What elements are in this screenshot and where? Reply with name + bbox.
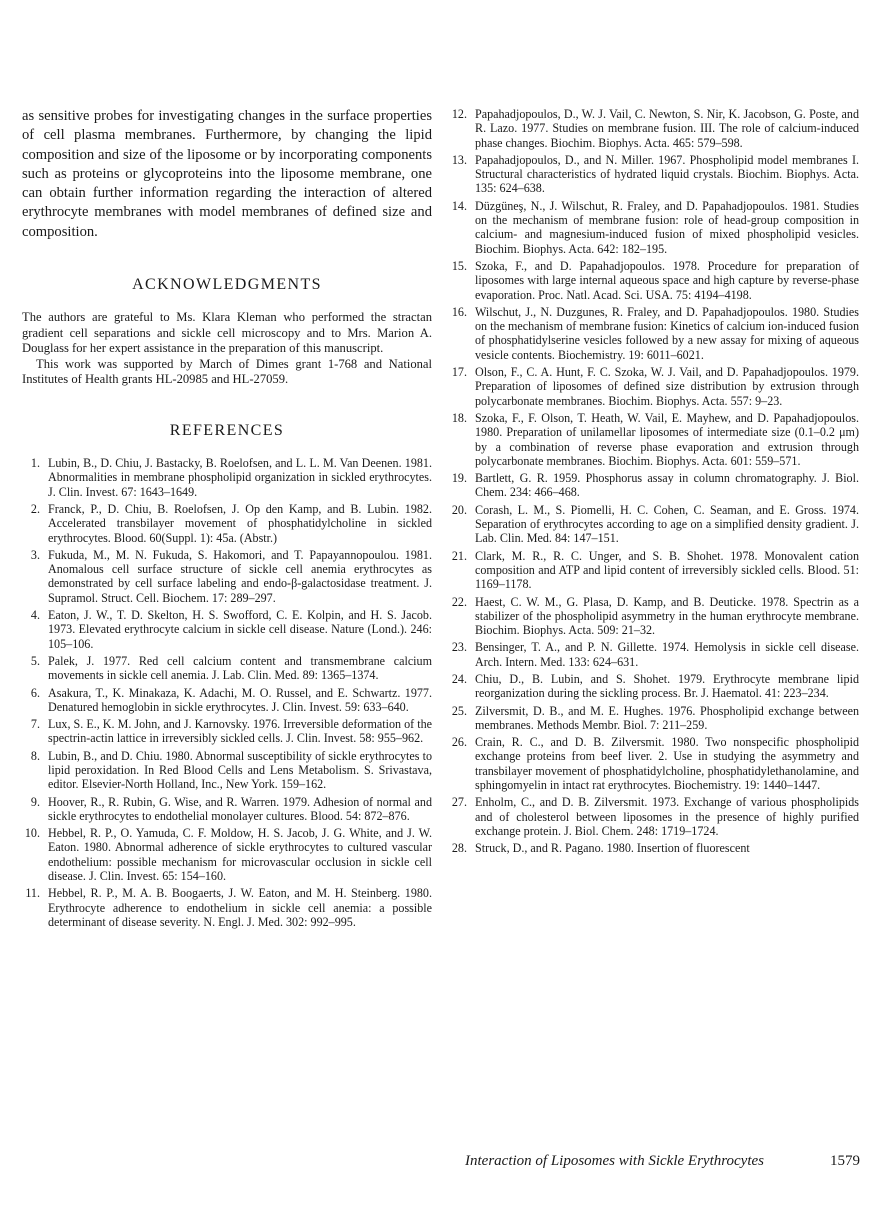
reference-item — [22, 548, 432, 605]
reference-item — [447, 411, 859, 468]
reference-item — [22, 826, 432, 883]
reference-number: 2. — [30, 501, 40, 516]
reference-number: 13. — [451, 152, 467, 167]
reference-text: Szoka, F., and D. Papahadjopoulos. 1978. Procedure for preparation of liposomes with large internal aqueous space and high capture by reverse-phase evaporation. Proc. Natl. Acad. Sci. USA. 75: 4194–4198. — [475, 258, 859, 302]
acknowledgments-paragraph-2: This work was supported by March of Dimes grant 1-768 and National Institutes of Health grants HL-20985 and HL-27059. — [22, 356, 432, 387]
references-list-left — [22, 456, 432, 929]
reference-text: Crain, R. C., and D. B. Zilversmit. 1980. Two nonspecific phospholipid exchange proteins from beef liver. 2. Use in studying the asymmetry and transbilayer movement of phosphatidylcholine, phosphatidylethanolamine, and sphingomyelin in intact rat erythrocytes. Biochemistry. 19: 1440–1447. — [475, 735, 859, 793]
acknowledgments-paragraph-1: The authors are grateful to Ms. Klara Kleman who performed the stractan gradient cell separations and sickle cell microscopy and to Mrs. Marion A. Douglass for her expert assistance in the preparation of this manuscript. — [22, 310, 432, 356]
reference-text: Asakura, T., K. Minakaza, K. Adachi, M. O. Russel, and E. Schwartz. 1977. Denatured hemoglobin in sickle erythrocytes. J. Clin. Invest. 59: 633–640. — [48, 685, 432, 714]
reference-text: Szoka, F., F. Olson, T. Heath, W. Vail, E. Mayhew, and D. Papahadjopoulos. 1980. Preparation of unilamellar liposomes of intermediate size (0.1–0.2 μm) by a combination of reverse phase evaporation and extrusion through polycarbonate membranes. Biochim. Biophys. Acta. 601: 559–571. — [475, 410, 859, 468]
reference-number: 25. — [451, 703, 467, 718]
reference-item — [447, 305, 859, 362]
reference-number: 14. — [451, 198, 467, 213]
reference-text: Papahadjopoulos, D., W. J. Vail, C. Newton, S. Nir, K. Jacobson, G. Poste, and R. Lazo. 1977. Studies on membrane fusion. III. The role of calcium-induced phase changes. Biochim. Biophys. Acta. 465: 579–598. — [475, 107, 859, 150]
reference-item — [447, 259, 859, 302]
reference-number: 27. — [451, 795, 467, 810]
right-column — [447, 107, 859, 859]
reference-text: Franck, P., D. Chiu, B. Roelofsen, J. Op den Kamp, and B. Lubin. 1982. Accelerated transbilayer movement of phosphatidylcholine in sickled erythrocytes. Blood. 60(Suppl. 1): 45a. (Abstr.) — [48, 501, 432, 545]
left-column — [22, 107, 432, 932]
reference-number: 4. — [30, 608, 40, 623]
reference-number: 20. — [451, 502, 467, 517]
reference-number: 28. — [451, 841, 467, 856]
reference-text: Lubin, B., and D. Chiu. 1980. Abnormal susceptibility of sickle erythrocytes to lipid peroxidation. In Red Blood Cells and Lens Metabolism. S. Srivastava, editor. Elsevier-North Holland, Inc., New York. 159–162. — [48, 748, 432, 792]
reference-number: 5. — [30, 653, 40, 668]
reference-text: Papahadjopoulos, D., and N. Miller. 1967. Phospholipid model membranes I. Structural characteristics of hydrated liquid crystals. Biochim. Biophys. Acta. 135: 624–638. — [475, 152, 859, 196]
reference-item — [447, 735, 859, 792]
reference-number: 16. — [451, 304, 467, 319]
reference-item — [447, 841, 859, 855]
reference-number: 9. — [30, 794, 40, 809]
reference-text: Lux, S. E., K. M. John, and J. Karnovsky. 1976. Irreversible deformation of the spectrin-actin lattice in irreversibly sickled cells. J. Clin. Invest. 58: 955–962. — [48, 717, 432, 746]
reference-number: 11. — [25, 886, 40, 901]
reference-number: 6. — [30, 685, 40, 700]
reference-number: 12. — [451, 107, 467, 121]
references-list-right — [447, 107, 859, 856]
reference-number: 7. — [30, 717, 40, 732]
reference-item — [22, 717, 432, 746]
reference-text: Hebbel, R. P., M. A. B. Boogaerts, J. W. Eaton, and M. H. Steinberg. 1980. Erythrocyte adherence to endothelium in sickle cell anemia: a possible determinant of disease severity. N. Engl. J. Med. 302: 992–995. — [48, 886, 432, 929]
reference-item — [447, 153, 859, 196]
reference-text: Chiu, D., B. Lubin, and S. Shohet. 1979. Erythrocyte membrane lipid reorganization during the sickling process. Br. J. Haematol. 41: 223–234. — [475, 671, 859, 701]
reference-item — [447, 107, 859, 150]
reference-item — [447, 672, 859, 701]
reference-text: Zilversmit, D. B., and M. E. Hughes. 1976. Phospholipid exchange between membranes. Methods Membr. Biol. 7: 211–259. — [475, 703, 859, 732]
reference-item — [447, 365, 859, 408]
reference-number: 19. — [451, 471, 467, 486]
reference-item — [447, 640, 859, 669]
reference-item — [447, 503, 859, 546]
reference-number: 18. — [451, 410, 467, 425]
reference-item — [447, 795, 859, 838]
reference-item — [22, 795, 432, 824]
page-number: 1579 — [830, 1153, 860, 1169]
reference-number: 24. — [451, 671, 467, 686]
reference-item — [22, 686, 432, 715]
reference-item — [22, 886, 432, 929]
reference-text: Bartlett, G. R. 1959. Phosphorus assay in column chromatography. J. Biol. Chem. 234: 466–468. — [475, 471, 859, 500]
references-heading: REFERENCES — [169, 422, 285, 440]
reference-number: 21. — [451, 548, 467, 563]
reference-text: Corash, L. M., S. Piomelli, H. C. Cohen, C. Seaman, and E. Gross. 1974. Separation of erythrocytes according to age on a simplified density gradient. J. Lab. Clin. Med. 84: 147–151. — [475, 502, 859, 546]
reference-text: Wilschut, J., N. Duzgunes, R. Fraley, and D. Papahadjopoulos. 1980. Studies on the mechanism of membrane fusion: Kinetics of calcium ion-induced fusion of phosphatidylserine vesicles followed by a new assay for mixing of aqueous vesicle contents. Biochemistry. 19: 6011–6021. — [475, 304, 859, 362]
reference-text: Struck, D., and R. Pagano. 1980. Insertion of fluorescent — [475, 841, 750, 856]
reference-text: Palek, J. 1977. Red cell calcium content and transmembrane calcium movements in sickle cell anemia. J. Lab. Clin. Med. 89: 1365–1374. — [48, 653, 432, 683]
reference-text: Bensinger, T. A., and P. N. Gillette. 1974. Hemolysis in sickle cell disease. Arch. Intern. Med. 133: 624–631. — [475, 640, 859, 669]
reference-number: 1. — [30, 456, 40, 471]
reference-item — [22, 608, 432, 651]
reference-text: Clark, M. R., R. C. Unger, and S. B. Shohet. 1978. Monovalent cation composition and ATP and lipid content of irreversibly sickled cells. Blood. 51: 1169–1178. — [475, 548, 859, 592]
reference-item — [447, 595, 859, 638]
reference-number: 8. — [30, 748, 40, 763]
reference-text: Eaton, J. W., T. D. Skelton, H. S. Swofford, C. E. Kolpin, and H. S. Jacob. 1973. Elevated erythrocyte calcium in sickle cell disease. Nature (Lond.). 246: 105–106. — [48, 608, 432, 651]
reference-number: 22. — [451, 594, 467, 609]
reference-text: Lubin, B., D. Chiu, J. Bastacky, B. Roelofsen, and L. L. M. Van Deenen. 1981. Abnormalities in membrane phospholipid organization in sickled erythrocytes. J. Clin. Invest. 67: 1643–1649. — [48, 456, 432, 499]
intro-paragraph: as sensitive probes for investigating changes in the surface properties of cell plasma membranes. Furthermore, by changing the lipid composition and size of the liposome or by incorporating components such as proteins or glycoproteins into the liposome membrane, one can obtain further information regarding the interaction of altered erythrocyte membranes with model membranes of defined size and composition. — [22, 108, 432, 240]
reference-text: Hebbel, R. P., O. Yamuda, C. F. Moldow, H. S. Jacob, J. G. White, and J. W. Eaton. 1980. Abnormal adherence of sickle erythrocytes to cultured vascular endothelium: possible mechanism for microvascular occlusion in sickle cell disease. J. Clin. Invest. 65: 154–160. — [48, 826, 432, 884]
reference-item — [22, 502, 432, 545]
reference-item — [22, 654, 432, 683]
reference-item — [447, 704, 859, 733]
acknowledgments-heading: ACKNOWLEDGMENTS — [132, 276, 322, 294]
reference-number: 15. — [451, 258, 467, 273]
reference-number: 17. — [451, 365, 467, 380]
reference-number: 10. — [24, 826, 40, 841]
reference-item — [22, 456, 432, 499]
reference-text: Fukuda, M., M. N. Fukuda, S. Hakomori, and T. Papayannopoulou. 1981. Anomalous cell surface structure of sickle cell anemia erythrocytes as demonstrated by cell surface labeling and endo-β-galactosidase treatment. J. Supramol. Struct. Cell. Biochem. 17: 289–297. — [48, 547, 432, 605]
reference-item — [447, 471, 859, 500]
reference-text: Düzgüneş, N., J. Wilschut, R. Fraley, and D. Papahadjopoulos. 1981. Studies on the mechanism of membrane fusion: role of head-group composition in calcium- and magnesium-induced fusion of mixed phospholipid vesicles. Biochim. Biophys. Acta. 642: 182–195. — [475, 198, 859, 256]
reference-text: Haest, C. W. M., G. Plasa, D. Kamp, and B. Deuticke. 1978. Spectrin as a stabilizer of the phospholipid asymmetry in the human erythrocyte membrane. Biochim. Biophys. Acta. 509: 21–32. — [475, 594, 859, 638]
reference-item — [447, 549, 859, 592]
reference-item — [447, 199, 859, 256]
reference-text: Olson, F., C. A. Hunt, F. C. Szoka, W. J. Vail, and D. Papahadjopoulos. 1979. Preparation of liposomes of defined size distribution by extrusion through polycarbonate membranes. Biochim. Biophys. Acta. 557: 9–23. — [475, 365, 859, 408]
reference-text: Hoover, R., R. Rubin, G. Wise, and R. Warren. 1979. Adhesion of normal and sickle erythrocytes to endothelial monolayer cultures. Blood. 54: 872–876. — [48, 794, 432, 823]
reference-number: 3. — [30, 547, 40, 562]
reference-item — [22, 749, 432, 792]
reference-text: Enholm, C., and D. B. Zilversmit. 1973. Exchange of various phospholipids and of cholesterol between liposomes in the presence of highly purified exchange protein. J. Biol. Chem. 248: 1719–1724. — [475, 795, 859, 838]
running-title: Interaction of Liposomes with Sickle Erythrocytes — [465, 1153, 764, 1169]
reference-number: 23. — [451, 640, 467, 655]
reference-number: 26. — [451, 735, 467, 750]
